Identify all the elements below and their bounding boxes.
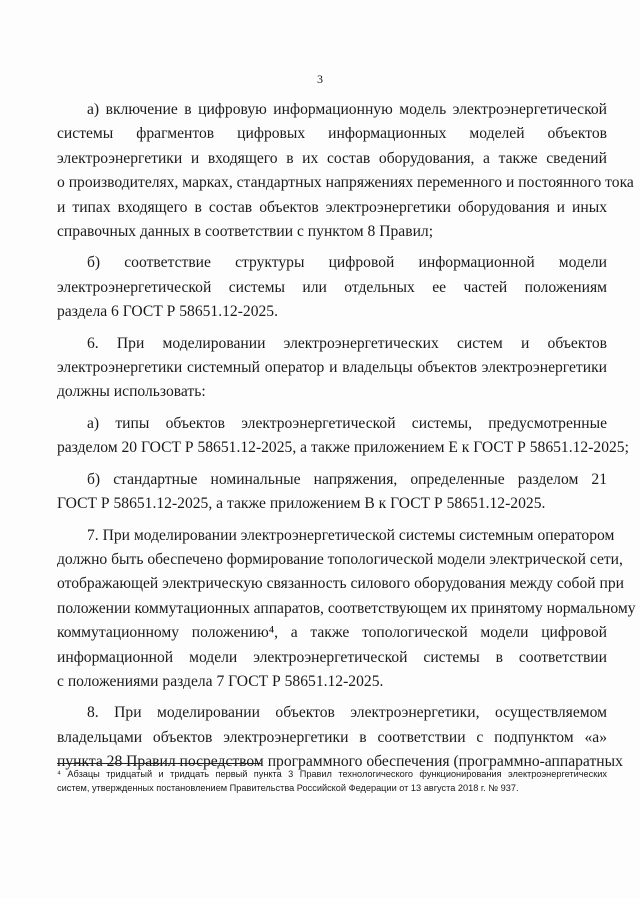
- paragraph-6b: [57, 468, 607, 517]
- text-line: должны использовать:: [57, 383, 206, 401]
- paragraph-6a: [57, 412, 629, 461]
- text-line: о производителях, марках, стандартных напряжениях переменного и постоянного тока: [57, 174, 634, 192]
- footnote: [57, 768, 607, 795]
- text-line: справочных данных в соответствии с пунктом 8 Правил;: [57, 223, 434, 241]
- text-line: разделом 20 ГОСТ Р 58651.12-2025, а также приложением Е к ГОСТ Р 58651.12-2025;: [57, 439, 629, 457]
- footnote-line: ⁴ Абзацы тридцатый и тридцать первый пункта 3 Правил технологического функционирования электроэнергетических: [57, 769, 607, 779]
- text-line: электроэнергетики системный оператор и владельцы объектов электроэнергетики: [57, 359, 607, 377]
- text-line: а) включение в цифровую информационную модель электроэнергетической: [87, 101, 607, 118]
- text-line: электроэнергетики и входящего в их состав оборудования, а также сведений: [57, 149, 607, 167]
- text-line: коммутационному положению⁴, а также топологической модели цифровой: [57, 624, 607, 642]
- paragraph-7: [57, 524, 636, 695]
- paragraph-5b: [57, 251, 607, 324]
- paragraph-6: [57, 332, 607, 405]
- text-line: информационной модели электроэнергетической системы в соответствии: [57, 648, 607, 666]
- text-line: раздела 6 ГОСТ Р 58651.12-2025.: [57, 303, 278, 321]
- text-line: 6. При моделировании электроэнергетических систем и объектов: [87, 334, 607, 352]
- text-line: отображающей электрическую связанность силового оборудования между собой при: [57, 575, 625, 593]
- text-line: б) стандартные номинальные напряжения, определенные разделом 21: [87, 470, 607, 488]
- paragraph-5a: [57, 98, 634, 244]
- text-line: владельцами объектов электроэнергетики в соответствии с подпунктом «а»: [57, 728, 607, 746]
- text-line: системы фрагментов цифровых информационных моделей объектов: [57, 125, 607, 143]
- text-line: электроэнергетической системы или отдельных ее частей положениям: [57, 278, 607, 296]
- text-line: положении коммутационных аппаратов, соответствующем их принятому нормальному: [57, 599, 636, 617]
- text-line: и типах входящего в состав объектов электроэнергетики оборудования и иных: [57, 198, 607, 216]
- page-number: 3: [317, 72, 323, 86]
- footnote-separator: [57, 763, 262, 764]
- text-line: б) соответствие структуры цифровой информационной модели: [87, 254, 607, 272]
- text-line: ГОСТ Р 58651.12-2025, а также приложением В к ГОСТ Р 58651.12-2025.: [57, 495, 546, 513]
- text-line: пункта 28 Правил посредством программного обеспечения (программно-аппаратных: [57, 753, 623, 771]
- document-body: [57, 98, 636, 775]
- text-line: с положениями раздела 7 ГОСТ Р 58651.12-2025.: [57, 672, 384, 690]
- text-line: 8. При моделировании объектов электроэнергетики, осуществляемом: [87, 704, 607, 722]
- footnote-line: систем, утвержденных постановлением Правительства Российской Федерации от 13 августа 2018 г. № 937.: [57, 782, 519, 793]
- text-line: 7. При моделировании электроэнергетической системы системным оператором: [87, 526, 615, 544]
- text-line: должно быть обеспечено формирование топологической модели электрической сети,: [57, 550, 623, 568]
- text-line: а) типы объектов электроэнергетической системы, предусмотренные: [87, 414, 607, 432]
